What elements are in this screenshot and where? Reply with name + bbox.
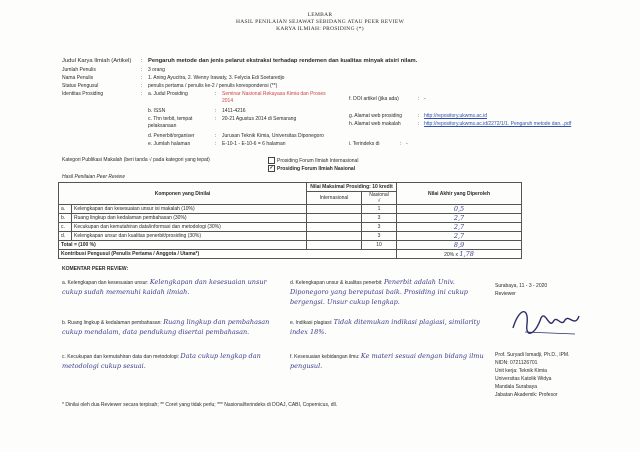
- col-nas: [362, 192, 397, 205]
- b-value: 1411-4216: [222, 108, 246, 114]
- row-intl: [307, 205, 362, 214]
- komentar-e-text: Tidak ditemukan indikasi plagiasi, similarity index 18%.: [290, 318, 480, 336]
- komentar-a: [62, 278, 276, 298]
- total-row: [59, 241, 522, 250]
- col-nas-mark: √: [377, 198, 381, 204]
- col-final: Nilai Akhir yang Diperoleh: [397, 183, 522, 205]
- total-intl: [307, 241, 362, 250]
- row-intl: [307, 214, 362, 223]
- colon: :: [400, 141, 402, 147]
- komentar-f-text: Ke materi sesuai dengan bidang ilmu pengusul.: [290, 352, 484, 370]
- komentar-d: [290, 278, 488, 308]
- reviewer-jabatan: Jabatan Akademik: Profesor: [495, 392, 558, 398]
- score-table: [58, 182, 522, 259]
- colon: :: [215, 133, 217, 139]
- e-value: E-10-1 - E-10-6 = 6 halaman: [222, 141, 286, 147]
- jumlah-label: Jumlah Penulis: [62, 67, 96, 73]
- col-intl-label: Internasional: [319, 195, 349, 201]
- row-max: 1: [362, 205, 397, 214]
- d-value: Jurusan Teknik Kimia, Universitas Diponegoro: [222, 133, 324, 139]
- colon: :: [141, 91, 143, 97]
- komentar-c: [62, 352, 276, 372]
- komentar-b-label: b. Ruang lingkup & kedalaman pembahasan:: [62, 320, 162, 326]
- a-value: Seminar Nasional Rekayasa Kimia dan Proses 2014: [222, 91, 326, 104]
- row-key: a.: [59, 205, 72, 214]
- row-intl: [307, 223, 362, 232]
- kontribusi-row: [59, 250, 522, 259]
- colon: :: [418, 96, 420, 102]
- table-row: [59, 223, 522, 232]
- row-label: Kelengkapan dan kesesuaian unsur isi makalah (10%): [72, 205, 307, 214]
- komentar-b-text: Ruang lingkup dan pembahasan cukup mendalam, data pendukung disertai pembahasan.: [62, 318, 270, 336]
- row-label: Ruang lingkup dan kedalaman pembahasan (30%): [72, 214, 307, 223]
- signature-icon: [505, 298, 585, 346]
- komentar-b: [62, 318, 276, 338]
- colon: :: [215, 141, 217, 147]
- colon: :: [418, 121, 420, 127]
- judul-value: Pengaruh metode dan jenis pelarut ekstraksi terhadap rendemen dan kualitas minyak atsiri nilam.: [148, 58, 418, 64]
- row-key: b.: [59, 214, 72, 223]
- col-intl: [307, 192, 362, 205]
- d-label: d. Penerbit/organiser: [148, 133, 195, 139]
- b-label: b. ISSN: [148, 108, 166, 114]
- row-score: 2,7: [397, 232, 522, 241]
- row-max: 3: [362, 223, 397, 232]
- status-label: Status Pengusul: [62, 83, 99, 89]
- checkbox-checked-icon: ✓: [269, 165, 274, 171]
- row-score: 2,7: [397, 223, 522, 232]
- doc-title-line3: KARYA ILMIAH: PROSIDING (*): [276, 26, 364, 32]
- c-value: 20-21 Agustus 2014 di Semarang: [222, 116, 297, 122]
- kategori-label: Kategori Publikasi Makalah (beri tanda √ pada kategori yang tepat): [62, 157, 210, 163]
- e-label: e. Jumlah halaman: [148, 141, 191, 147]
- colon: :: [141, 83, 143, 89]
- reviewer-nip: NIDN: 0721126701: [495, 360, 538, 366]
- c-label: c. Thn terbit, tempat pelaksanaan: [148, 116, 193, 129]
- total-score: 8,9: [397, 241, 522, 250]
- kontribusi-label: Kontribusi Pengusul (Penulis Pertama / Anggota / Utama*): [59, 250, 397, 259]
- colon: :: [215, 108, 217, 114]
- footer-note: * Dinilai oleh dua Reviewer secara terpisah; ** Coret yang tidak perlu; *** Nasional/terindeks di DOAJ, CABI, Copernicus, dll.: [62, 402, 338, 408]
- row-max: 3: [362, 214, 397, 223]
- komentar-a-label: a. Kelengkapan dan kesesuaian unsur:: [62, 280, 149, 286]
- col-max: Nilai Maksimal Prosiding: 10 kredit: [307, 183, 397, 192]
- h-value-link[interactable]: http://repository.ukwms.ac.id/2272/1/1. Pengaruh metode dan...pdf: [424, 121, 572, 127]
- colon: :: [418, 113, 420, 119]
- row-key: d.: [59, 232, 72, 241]
- reviewer-name: Prof. Suryadi Ismadji, Ph.D., IPM.: [495, 352, 570, 358]
- doc-title-line2: HASIL PENILAIAN SEJAWAT SEBIDANG ATAU PEER REVIEW: [235, 19, 405, 25]
- reviewer-unit2: Universitas Katolik Widya: [495, 376, 552, 382]
- kontribusi-pct: 20% x: [444, 252, 459, 258]
- reviewer-unit1: Unit kerja: Teknik Kimia: [495, 368, 547, 374]
- colon: :: [215, 91, 217, 97]
- row-score: 2,7: [397, 214, 522, 223]
- g-value-link[interactable]: http://repository.ukwms.ac.id: [424, 113, 487, 119]
- kategori-opt2[interactable]: [268, 165, 355, 172]
- row-label: Kelengkapan unsur dan kualitas penerbit/prosiding (30%): [72, 232, 307, 241]
- komentar-title: KOMENTAR PEER REVIEW:: [62, 266, 129, 272]
- kategori-opt2-label: Prosiding Forum Ilmiah Nasional: [277, 165, 356, 172]
- komentar-e-label: e. Indikasi plagiasi:: [290, 320, 333, 326]
- jumlah-value: 3 orang: [148, 67, 165, 73]
- reviewer-unit3: Mandala Surabaya: [495, 384, 537, 390]
- nama-value: 1. Aning Ayucitra, 2. Wenny Irawaty, 3. Felycia Edi Soetaredjo: [148, 75, 285, 81]
- f-label: f. DOI artikel (jika ada): [349, 96, 399, 102]
- total-label: Total = (100 %): [59, 241, 307, 250]
- komentar-f: [290, 352, 488, 372]
- colon: :: [215, 116, 217, 122]
- reviewer-label: Reviewer: [495, 291, 516, 297]
- kontribusi-score: 1,78: [459, 250, 474, 258]
- komentar-d-text: Penerbit adalah Univ. Diponegoro yang bereputasi baik. Prosiding ini cukup bergengsi. Unsur cukup lengkap.: [290, 278, 468, 306]
- col-nas-label: Nasional: [369, 192, 389, 198]
- i-label: i. Terindeks di: [349, 141, 380, 147]
- row-label: Kecukupan dan kemutahiran data/informasi dan metodologi (30%): [72, 223, 307, 232]
- identitas-label: Identitas Prosiding: [62, 91, 104, 97]
- checkbox-icon: [268, 157, 275, 164]
- colon: :: [141, 58, 143, 64]
- place-date: Surabaya, 11 - 3 - 2020: [495, 283, 548, 289]
- table-row: [59, 214, 522, 223]
- komentar-c-text: Data cukup lengkap dan metodologi cukup sesuai.: [62, 352, 261, 370]
- table-caption: Hasil Penilaian Peer Review: [62, 174, 125, 180]
- row-key: c.: [59, 223, 72, 232]
- row-max: 3: [362, 232, 397, 241]
- a-label: a. Judul Prosiding: [148, 91, 188, 97]
- status-value: penulis pertama / penulis ke-2 / penulis korespondensi (**): [148, 83, 278, 89]
- komentar-c-label: c. Kecukupan dan kemutahiran data dan metodologi:: [62, 354, 180, 360]
- komentar-a-text: Kelengkapan dan kesesuaian unsur cukup sudah memenuhi kaidah ilmiah.: [62, 278, 267, 296]
- row-intl: [307, 232, 362, 241]
- komentar-f-label: f. Kesesuaian kebidangan ilmu:: [290, 354, 360, 360]
- col-component: Komponen yang Dinilai: [59, 183, 307, 205]
- doc-title-line1: LEMBAR: [307, 12, 333, 18]
- g-label: g. Alamat web prosiding: [349, 113, 403, 119]
- table-row: [59, 232, 522, 241]
- table-row: [59, 205, 522, 214]
- kategori-opt1-label: Prosiding Forum Ilmiah Internasional: [277, 157, 359, 164]
- colon: :: [141, 75, 143, 81]
- total-max: 10: [362, 241, 397, 250]
- komentar-d-label: d. Kelengkapan unsur & kualitas penerbit:: [290, 280, 383, 286]
- kontribusi-cell: [397, 250, 522, 259]
- h-label: h. Alamat web makalah: [349, 121, 401, 127]
- row-score: 0,5: [397, 205, 522, 214]
- colon: :: [141, 67, 143, 73]
- nama-label: Nama Penulis: [62, 75, 94, 81]
- i-value: -: [406, 141, 408, 147]
- komentar-e: [290, 318, 488, 338]
- judul-label: Judul Karya Ilmiah (Artikel): [62, 58, 132, 64]
- f-value: -: [424, 96, 426, 102]
- kategori-opt1[interactable]: [268, 157, 358, 164]
